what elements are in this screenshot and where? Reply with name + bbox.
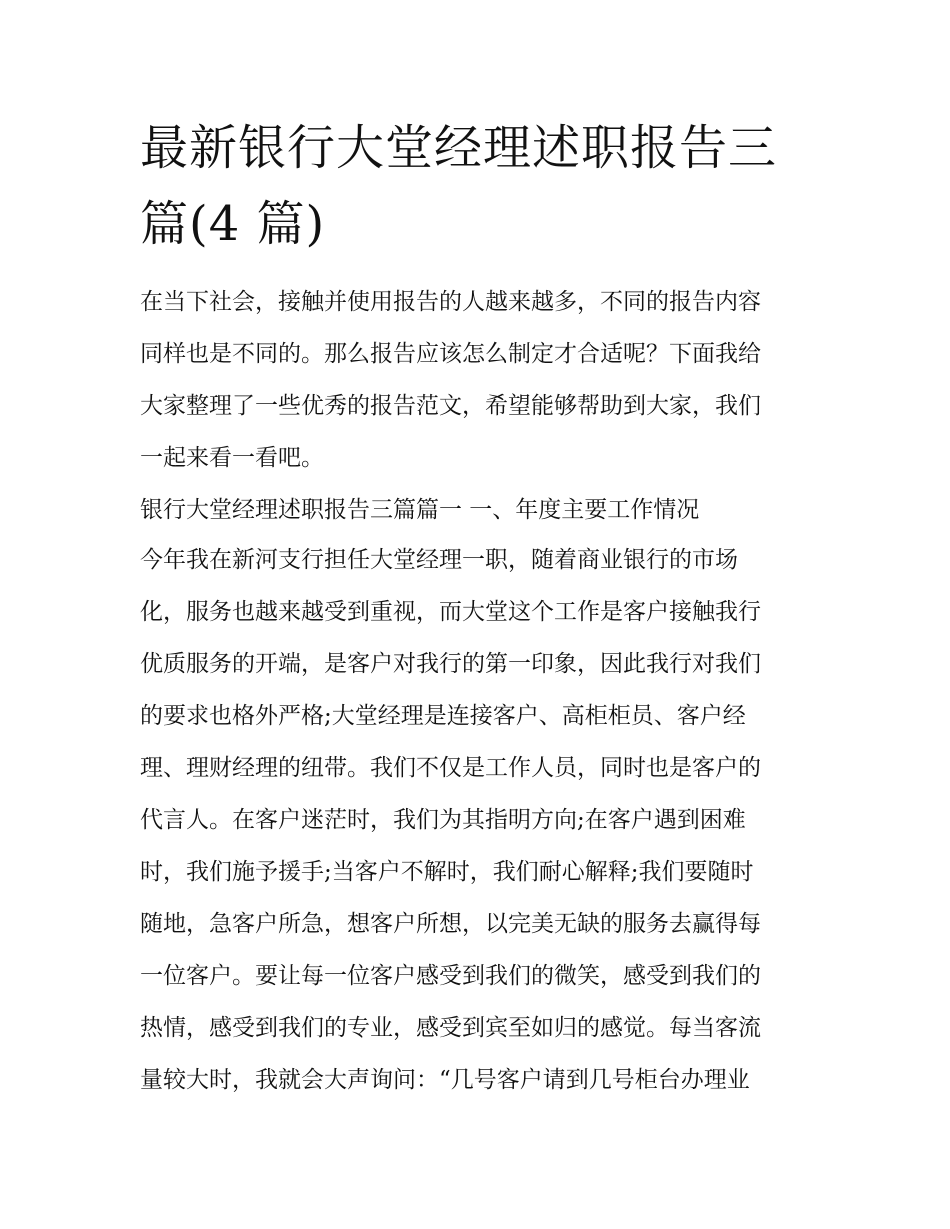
body-line: 今年我在新河支行担任大堂经理一职，随着商业银行的市场 (140, 547, 738, 573)
title-line: 篇(4 篇) (140, 196, 326, 252)
body-line: 理、理财经理的纽带。我们不仅是工作人员，同时也是客户的 (140, 755, 761, 781)
body-line: 代言人。在客户迷茫时，我们为其指明方向;在客户遇到困难 (140, 807, 746, 833)
body-line: 一位客户。要让每一位客户感受到我们的微笑，感受到我们的 (140, 963, 761, 989)
document-body (140, 276, 820, 1106)
intro-line: 一起来看一看吧。 (140, 445, 324, 471)
title-line: 最新银行大堂经理述职报告三 (140, 120, 778, 176)
intro-line: 在当下社会，接触并使用报告的人越来越多，不同的报告内容 (140, 289, 761, 315)
body-line: 热情，感受到我们的专业，感受到宾至如归的感觉。每当客流 (140, 1015, 761, 1041)
body-line: 随地，急客户所急，想客户所想，以完美无缺的服务去赢得每 (140, 911, 761, 937)
intro-paragraph (140, 276, 820, 484)
document-title (140, 110, 820, 262)
body-line: 量较大时，我就会大声询问：“几号客户请到几号柜台办理业 (140, 1067, 750, 1093)
intro-line: 同样也是不同的。那么报告应该怎么制定才合适呢？下面我给 (140, 341, 761, 367)
body-paragraph (140, 534, 820, 1106)
intro-line: 大家整理了一些优秀的报告范文，希望能够帮助到大家，我们 (140, 393, 761, 419)
body-line: 时，我们施予援手;当客户不解时，我们耐心解释;我们要随时 (140, 859, 754, 885)
body-line: 优质服务的开端，是客户对我行的第一印象，因此我行对我们 (140, 651, 761, 677)
body-line: 的要求也格外严格;大堂经理是连接客户、高柜柜员、客户经 (140, 703, 746, 729)
body-line: 化，服务也越来越受到重视，而大堂这个工作是客户接触我行 (140, 599, 761, 625)
section-heading: 银行大堂经理述职报告三篇篇一 一、年度主要工作情况 (140, 497, 700, 523)
